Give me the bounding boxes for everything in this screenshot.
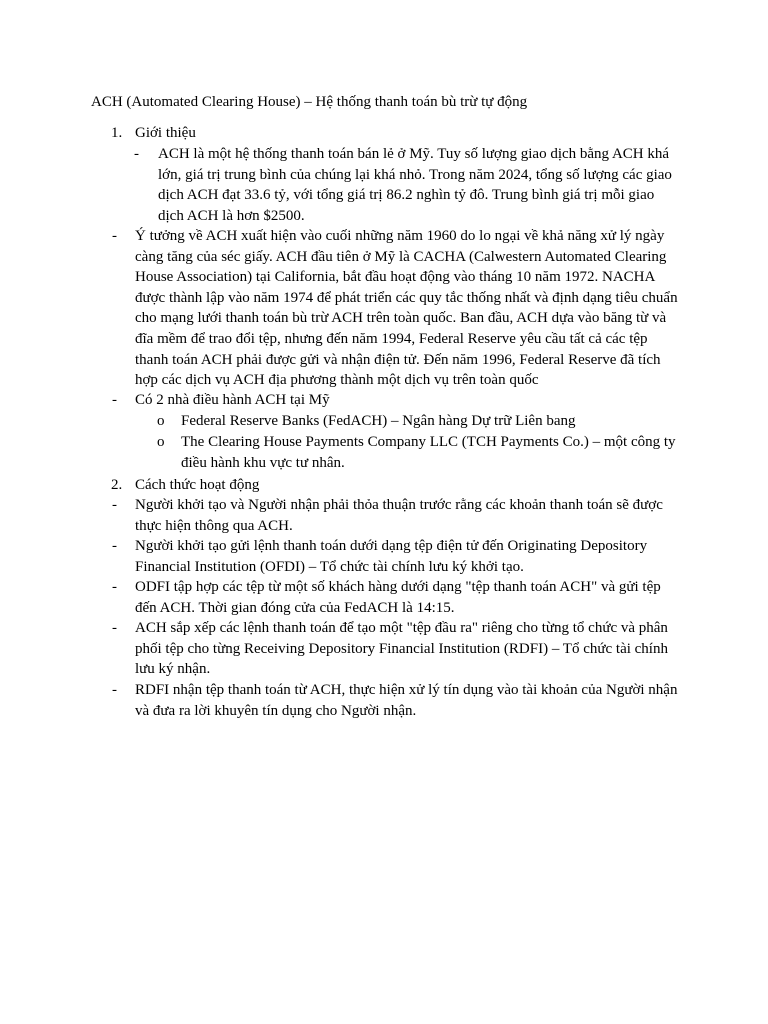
dash-bullet: -	[112, 620, 117, 636]
dash-bullet: -	[112, 538, 117, 554]
document-title: ACH (Automated Clearing House) – Hệ thống thanh toán bù trừ tự động	[91, 94, 528, 110]
list-item-text: RDFI nhận tệp thanh toán từ ACH, thực hiện xử lý tín dụng vào tài khoản của Người nhận và đưa ra lời khuyên tín dụng cho Người nhận.	[135, 682, 678, 719]
list-item-text: ODFI tập hợp các tệp từ một số khách hàng dưới dạng "tệp thanh toán ACH" và gửi tệp đến ACH. Thời gian đóng cửa của FedACH là 14:15.	[135, 579, 661, 616]
dash-bullet: -	[112, 682, 117, 698]
list-item-text: Có 2 nhà điều hành ACH tại Mỹ	[135, 392, 330, 408]
dash-bullet: -	[112, 392, 117, 408]
dash-bullet: -	[112, 228, 117, 244]
section-number: 2.	[111, 477, 123, 493]
list-item-text: Người khởi tạo và Người nhận phải thỏa thuận trước rằng các khoản thanh toán sẽ được thực hiện thông qua ACH.	[135, 497, 663, 534]
circle-bullet: o	[157, 413, 165, 429]
dash-bullet: -	[134, 146, 139, 162]
operator-text: Federal Reserve Banks (FedACH) – Ngân hàng Dự trữ Liên bang	[181, 413, 576, 429]
circle-bullet: o	[157, 434, 165, 450]
dash-bullet: -	[112, 497, 117, 513]
section-number: 1.	[111, 125, 123, 141]
list-item-text: Ý tưởng về ACH xuất hiện vào cuối những năm 1960 do lo ngại về khả năng xử lý ngày càng tăng của séc giấy. ACH đầu tiên ở Mỹ là CACHA (Calwestern Automated Clearing House Association) tại California, bắt đầu hoạt động vào tháng 10 năm 1972. NACHA được thành lập vào năm 1974 để phát triển các quy tắc thống nhất và định dạng tiêu chuẩn cho mạng lưới thanh toán bù trừ ACH trên toàn quốc. Ban đầu, ACH dựa vào băng từ và đĩa mềm để trao đổi tệp, nhưng đến năm 1994, Federal Reserve yêu cầu tất cả các tệp thanh toán ACH phải được gửi và nhận điện tử. Đến năm 1996, Federal Reserve đã tích hợp các dịch vụ ACH địa phương thành một dịch vụ trên toàn quốc	[135, 228, 678, 389]
section-heading-text: Cách thức hoạt động	[135, 477, 260, 493]
list-item-text: Người khởi tạo gửi lệnh thanh toán dưới dạng tệp điện tử đến Originating Depository Financial Institution (OFDI) – Tổ chức tài chính lưu ký khởi tạo.	[135, 538, 648, 575]
list-item-text: ACH sắp xếp các lệnh thanh toán để tạo một "tệp đầu ra" riêng cho từng tổ chức và phân phối tệp cho từng Receiving Depository Financial Institution (RDFI) – Tổ chức tài chính lưu ký nhận.	[135, 620, 668, 678]
operator-text: The Clearing House Payments Company LLC (TCH Payments Co.) – một công ty điều hành khu vực tư nhân.	[181, 434, 676, 471]
list-item-text: ACH là một hệ thống thanh toán bán lẻ ở Mỹ. Tuy số lượng giao dịch bằng ACH khá lớn, giá trị trung bình của chúng lại khá nhỏ. Trong năm 2024, tổng số lượng các giao dịch ACH đạt 33.6 tỷ, với tổng giá trị 86.2 nghìn tỷ đô. Trung bình giá trị mỗi giao dịch ACH là hơn $2500.	[158, 146, 672, 224]
dash-bullet: -	[112, 579, 117, 595]
section-heading-text: Giới thiệu	[135, 125, 196, 141]
